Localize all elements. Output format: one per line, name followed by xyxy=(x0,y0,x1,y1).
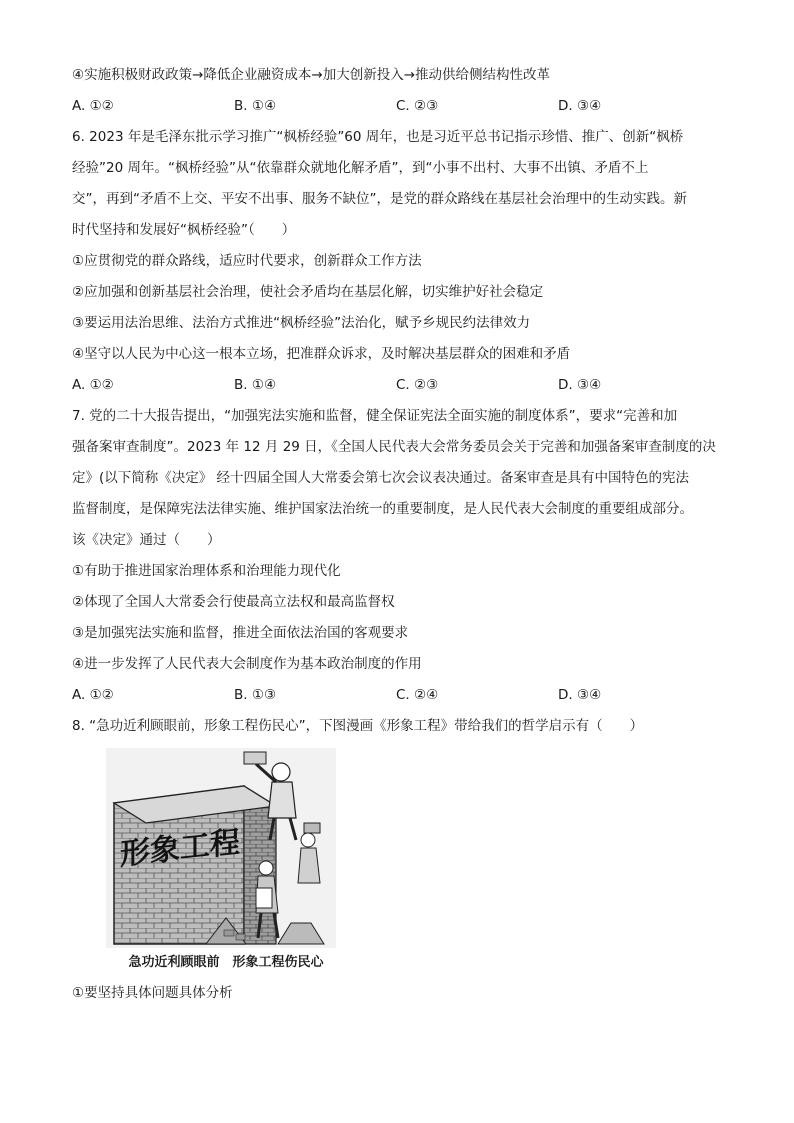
cartoon-caption: 急功近利顾眼前 形象工程伤民心 xyxy=(128,955,324,970)
q6-choice-d: D. ③④ xyxy=(558,377,602,393)
q6-statement-1: ①应贯彻党的群众路线，适应时代要求，创新群众工作方法 xyxy=(72,253,422,269)
q7-statement-1: ①有助于推进国家治理体系和治理能力现代化 xyxy=(72,563,341,579)
q6-choice-c: C. ②③ xyxy=(396,377,439,393)
q6-choice-a: A. ①② xyxy=(72,377,114,393)
q5-choice-d: D. ③④ xyxy=(558,98,602,114)
q6-choices xyxy=(72,370,732,401)
q7-statement-3: ③是加强宪法实施和监督，推进全面依法治国的客观要求 xyxy=(72,625,409,641)
q7-line: 该《决定》通过（ ） xyxy=(72,532,221,548)
cartoon-image xyxy=(106,748,336,948)
exam-page xyxy=(72,60,732,1009)
q6-choice-b: B. ①④ xyxy=(234,377,277,393)
q6-line: 交”，再到“矛盾不上交、平安不出事、服务不缺位”，是党的群众路线在基层社会治理中的生动实践。新 xyxy=(72,191,687,207)
q6-statement-2: ②应加强和创新基层社会治理，使社会矛盾均在基层化解，切实维护好社会稳定 xyxy=(72,284,544,300)
q7-statement-4: ④进一步发挥了人民代表大会制度作为基本政治制度的作用 xyxy=(72,656,422,672)
q5-choice-a: A. ①② xyxy=(72,98,114,114)
wall-title: 形象工程 xyxy=(120,824,240,873)
q7-statement-2: ②体现了全国人大常委会行使最高立法权和最高监督权 xyxy=(72,594,395,610)
q7-choice-c: C. ②④ xyxy=(396,687,439,703)
q6-statement-4: ④坚守以人民为中心这一根本立场，把准群众诉求，及时解决基层群众的困难和矛盾 xyxy=(72,346,571,362)
q8-statement-1: ①要坚持具体问题具体分析 xyxy=(72,985,233,1001)
q7-choice-d: D. ③④ xyxy=(558,687,602,703)
q5-tail xyxy=(72,60,732,122)
q7-line: 定》(以下简称《决定》 经十四届全国人大常委会第七次会议表决通过。备案审查是具有中国特色的宪法 xyxy=(72,470,690,486)
q5-choice-b: B. ①④ xyxy=(234,98,277,114)
q7-line: 7. 党的二十大报告提出，“加强宪法实施和监督，健全保证宪法全面实施的制度体系”，要求“完善和加 xyxy=(72,408,678,424)
q7-choices xyxy=(72,680,732,711)
question-7 xyxy=(72,401,732,711)
q6-line: 经验”20 周年。“枫桥经验”从“依靠群众就地化解矛盾”，到“小事不出村、大事不出镇、矛盾不上 xyxy=(72,160,649,176)
q6-statement-3: ③要运用法治思维、法治方式推进“枫桥经验”法治化，赋予乡规民约法律效力 xyxy=(72,315,531,331)
q7-line: 强备案审查制度”。2023 年 12 月 29 日，《全国人民代表大会常务委员会关于完善和加强备案审查制度的决 xyxy=(72,439,716,455)
q7-line: 监督制度，是保障宪法法律实施、维护国家法治统一的重要制度，是人民代表大会制度的重要组成部分。 xyxy=(72,501,693,517)
q5-choice-c: C. ②③ xyxy=(396,98,439,114)
question-6 xyxy=(72,122,732,401)
q6-line: 6. 2023 年是毛泽东批示学习推广“枫桥经验”60 周年，也是习近平总书记指示珍惜、推广、创新“枫桥 xyxy=(72,129,684,145)
q7-choice-a: A. ①② xyxy=(72,687,114,703)
q5-choices xyxy=(72,91,732,122)
q8-stem: 8. “急功近利顾眼前，形象工程伤民心”，下图漫画《形象工程》带给我们的哲学启示有（ ） xyxy=(72,718,644,734)
q5-option-4: ④实施积极财政政策→降低企业融资成本→加大创新投入→推动供给侧结构性改革 xyxy=(72,67,551,83)
q7-choice-b: B. ①③ xyxy=(234,687,277,703)
q6-line: 时代坚持和发展好“枫桥经验”（ ） xyxy=(72,222,296,238)
cartoon-figure xyxy=(106,748,336,978)
question-8 xyxy=(72,711,732,1009)
